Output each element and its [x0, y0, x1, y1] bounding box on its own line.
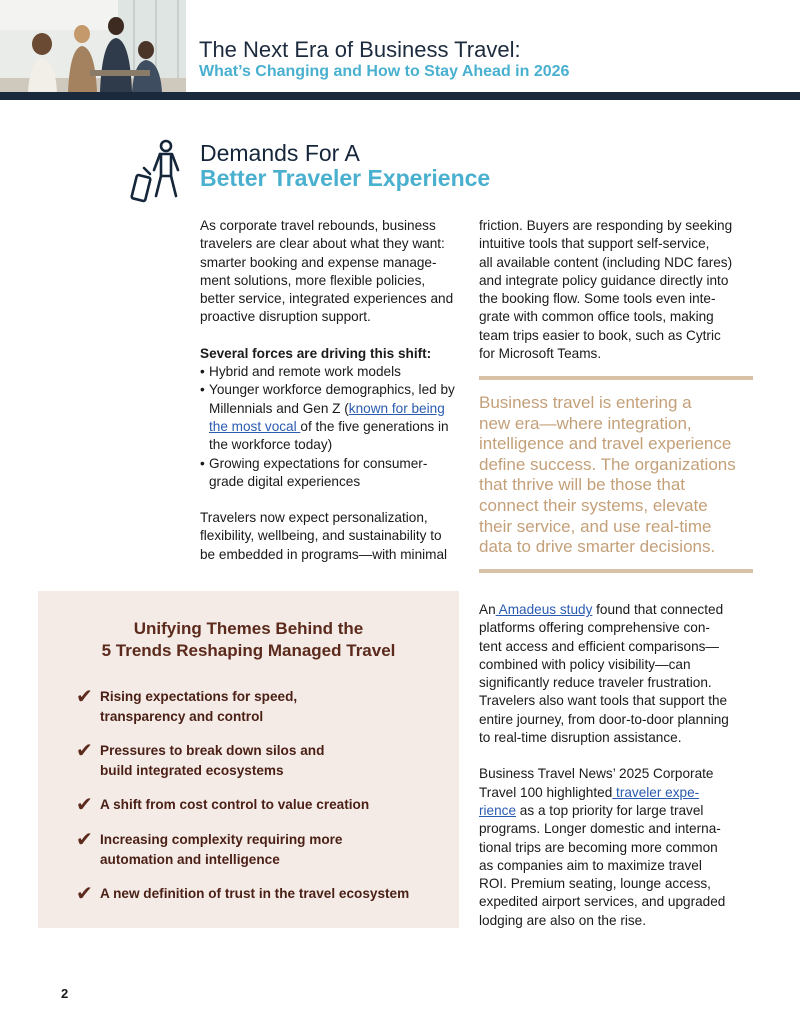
- right-column-top-text: [479, 217, 744, 363]
- themes-title: [38, 618, 459, 661]
- body-line: and integrate policy guidance directly into: [479, 272, 729, 288]
- body-line: entire journey, from door-to-door planning: [479, 711, 729, 727]
- theme-text-line: automation and intelligence: [100, 851, 280, 867]
- right-column-bottom-text: [479, 601, 744, 930]
- body-line: friction. Buyers are responding by seeking: [479, 218, 733, 233]
- the-most-vocal-link[interactable]: the most vocal: [209, 418, 301, 434]
- theme-text: [100, 687, 420, 727]
- traveler-with-luggage-icon: [128, 138, 184, 204]
- pull-quote-rule-bottom: [479, 569, 753, 573]
- intro-line: proactive disruption support.: [200, 309, 371, 325]
- intro-line: ment solutions, more flexible policies,: [200, 272, 426, 288]
- theme-text: [100, 884, 420, 904]
- body-text: as a top priority for large travel: [516, 802, 704, 818]
- traveler-experience-link-cont[interactable]: rience: [479, 802, 517, 818]
- pull-quote-line: define success. The organizations: [479, 454, 736, 474]
- bullet-text: grade digital experiences: [209, 473, 361, 489]
- body-text: found that connected: [592, 602, 724, 617]
- bullet-item: [200, 363, 466, 381]
- header-subtitle: What’s Changing and How to Stay Ahead in 2026: [199, 63, 570, 80]
- intro-line: better service, integrated experiences and: [200, 291, 454, 307]
- body-line: team trips easier to book, such as Cytric: [479, 327, 721, 343]
- body-line: lodging are also on the rise.: [479, 912, 647, 928]
- closing-line: Travelers now expect personalization,: [200, 510, 428, 526]
- bullet-text-line: [209, 400, 466, 418]
- pull-quote-line: connect their systems, elevate: [479, 495, 708, 515]
- bullet-text: Millennials and Gen Z (: [209, 400, 349, 416]
- traveler-experience-link[interactable]: traveler expe-: [612, 784, 700, 800]
- pull-quote-line: intelligence and travel experience: [479, 434, 732, 454]
- intro-line: travelers are clear about what they want:: [200, 236, 445, 252]
- bullet-dot: •: [200, 364, 205, 380]
- checkmark-icon: ✔: [76, 883, 93, 905]
- body-line: [479, 784, 744, 802]
- closing-line: flexibility, wellbeing, and sustainability to: [200, 528, 442, 544]
- pull-quote-line: their service, and use real-time: [479, 516, 712, 536]
- bullet-item: [200, 455, 466, 492]
- body-line: all available content (including NDC fares): [479, 254, 733, 270]
- section-title-line1: Demands For A: [200, 140, 360, 166]
- body-line: for Microsoft Teams.: [479, 346, 602, 362]
- checkmark-icon: ✔: [76, 829, 93, 851]
- body-line: ROI. Premium seating, lounge access,: [479, 876, 711, 892]
- theme-text-line: Rising expectations for speed,: [100, 689, 298, 704]
- body-line: combined with policy visibility—can: [479, 656, 691, 672]
- body-line: grate with common office tools, making: [479, 309, 714, 325]
- body-line: tent access and efficient comparisons—: [479, 638, 720, 654]
- bullet-text-line: [209, 418, 466, 436]
- body-line: the booking flow. Some tools even inte-: [479, 291, 716, 307]
- section-title-line2: Better Traveler Experience: [200, 165, 491, 191]
- body-line: platforms offering comprehensive con-: [479, 620, 710, 636]
- theme-text-line: Increasing complexity requiring more: [100, 832, 343, 847]
- theme-text: [100, 830, 420, 870]
- forces-heading: Several forces are driving this shift:: [200, 345, 432, 361]
- header-title: The Next Era of Business Travel:: [199, 37, 521, 62]
- theme-text-line: build integrated ecosystems: [100, 762, 284, 778]
- pull-quote-line: data to drive smarter decisions.: [479, 537, 716, 557]
- theme-text-line: Pressures to break down silos and: [100, 743, 325, 758]
- bullet-text: the workforce today): [209, 437, 333, 453]
- bullet-text: of the five generations in: [300, 418, 449, 434]
- body-line: Travelers also want tools that support the: [479, 693, 728, 709]
- body-line: programs. Longer domestic and interna-: [479, 821, 721, 837]
- body-line: [479, 802, 744, 820]
- pull-quote-line: Business travel is entering a: [479, 393, 692, 412]
- known-for-being-link[interactable]: known for being: [348, 400, 445, 416]
- themes-title-line: 5 Trends Reshaping Managed Travel: [101, 640, 396, 660]
- body-line: to real-time disruption assistance.: [479, 730, 682, 746]
- theme-text-line: A new definition of trust in the travel ecosystem: [100, 886, 410, 901]
- body-line: [479, 601, 744, 619]
- pull-quote-rule-top: [479, 376, 753, 380]
- body-line: intuitive tools that support self-service,: [479, 236, 710, 252]
- theme-text-line: transparency and control: [100, 708, 264, 724]
- intro-line: As corporate travel rebounds, business: [200, 218, 436, 233]
- pull-quote-line: that thrive will be those that: [479, 475, 686, 495]
- bullet-text: Younger workforce demographics, led by: [209, 382, 455, 398]
- amadeus-study-link[interactable]: Amadeus study: [495, 602, 593, 617]
- closing-line: be embedded in programs—with minimal: [200, 546, 448, 562]
- header-photo: [0, 0, 186, 92]
- intro-line: smarter booking and expense manage-: [200, 254, 437, 270]
- left-column-text: [200, 217, 466, 564]
- body-text: Travel 100 highlighted: [479, 784, 613, 800]
- theme-text: [100, 741, 420, 781]
- pull-quote: [479, 393, 753, 558]
- checkmark-icon: ✔: [76, 740, 93, 762]
- page-number: 2: [61, 986, 69, 1001]
- bullet-item: [200, 381, 466, 454]
- body-line: Business Travel News’ 2025 Corporate: [479, 766, 714, 782]
- theme-text: [100, 795, 420, 815]
- checkmark-icon: ✔: [76, 686, 93, 708]
- body-text: An: [479, 602, 496, 617]
- bullet-text: Hybrid and remote work models: [209, 364, 401, 380]
- body-line: tional trips are becoming more common: [479, 839, 718, 855]
- header-divider-bar: [0, 92, 800, 100]
- bullet-dot: •: [200, 382, 205, 398]
- pull-quote-line: new era—where integration,: [479, 413, 692, 433]
- theme-text-line: A shift from cost control to value creation: [100, 797, 370, 812]
- body-line: significantly reduce traveler frustration.: [479, 675, 712, 691]
- bullet-dot: •: [200, 455, 205, 471]
- checkmark-icon: ✔: [76, 794, 93, 816]
- bullet-text: Growing expectations for consumer-: [209, 455, 428, 471]
- body-line: as companies aim to maximize travel: [479, 857, 702, 873]
- themes-title-line: Unifying Themes Behind the: [133, 619, 364, 638]
- page-header: [0, 0, 800, 92]
- body-line: expedited airport services, and upgraded: [479, 894, 726, 910]
